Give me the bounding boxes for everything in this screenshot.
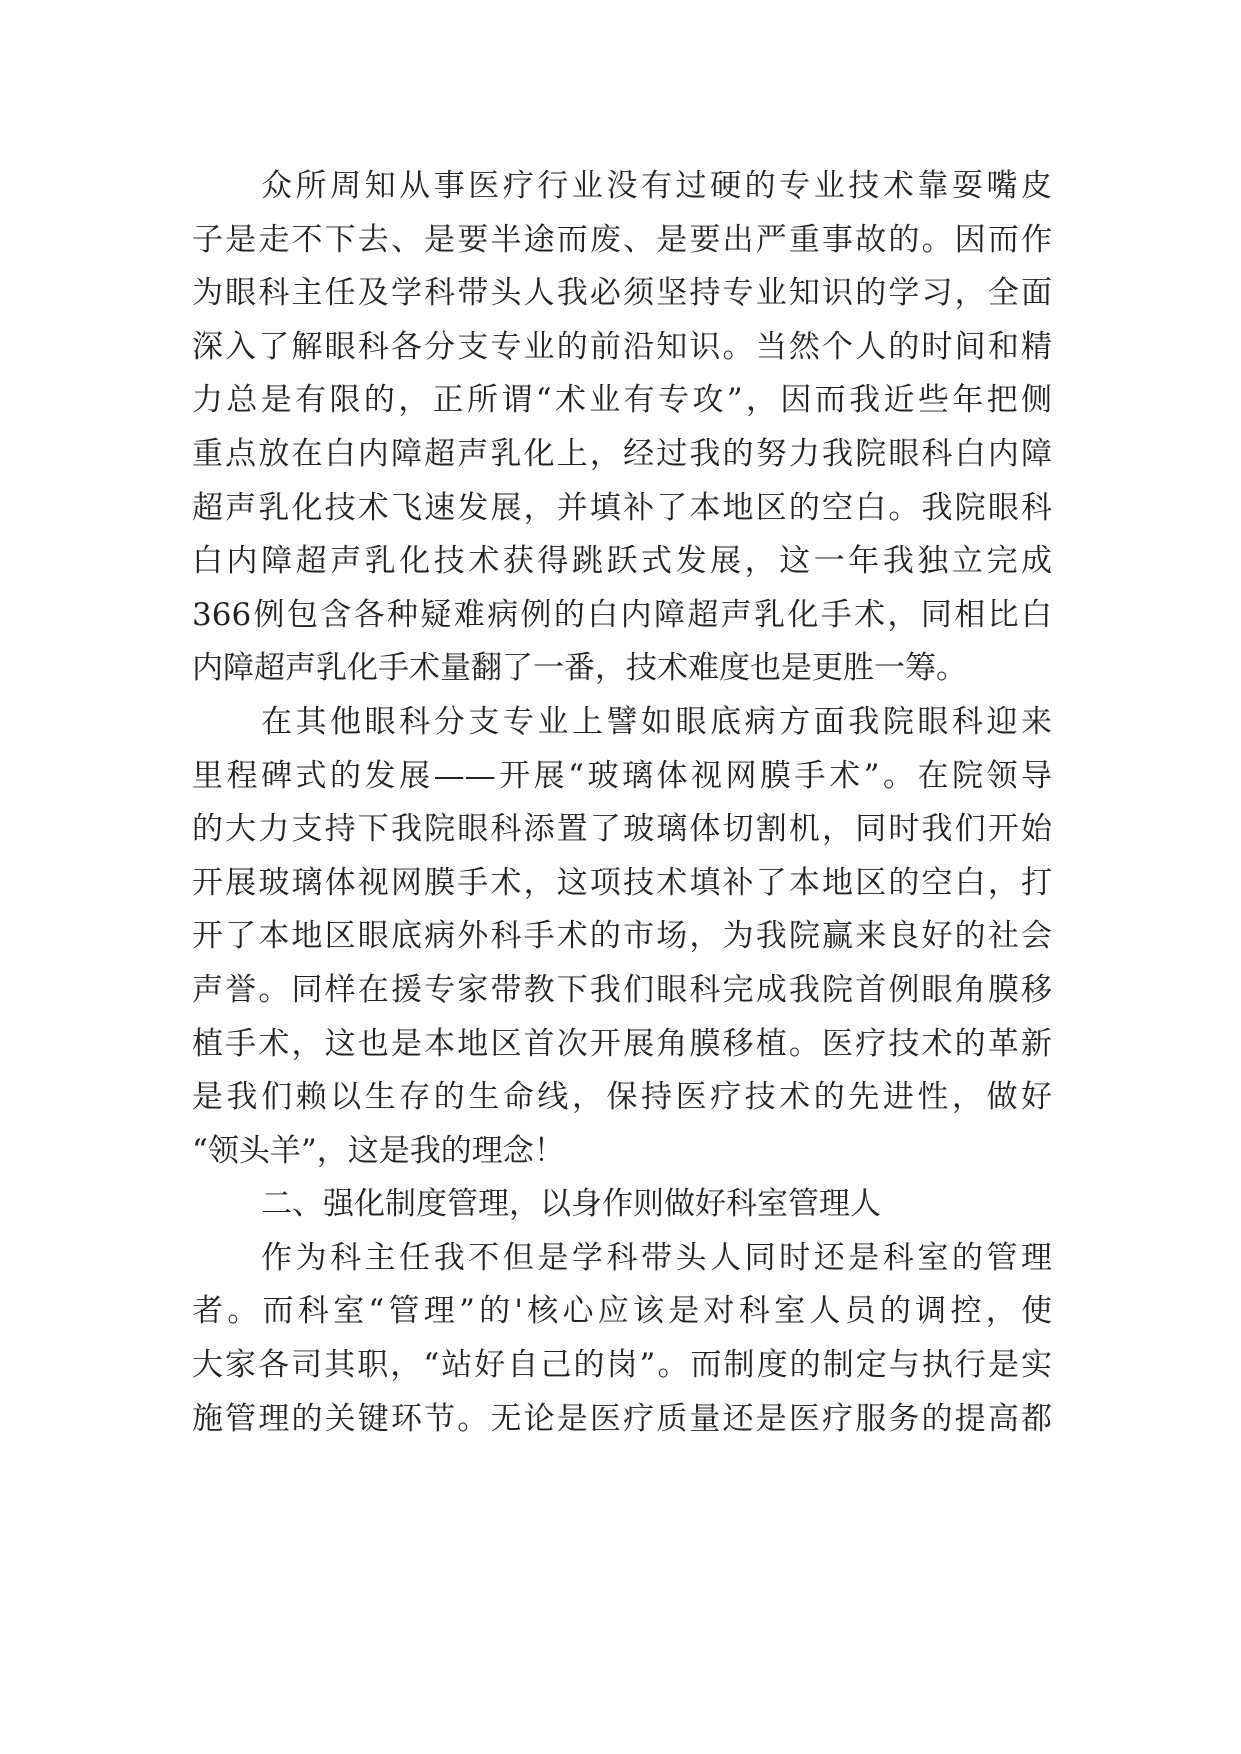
paragraph-2-line-1: 在其他眼科分支专业上譬如眼底病方面我院眼科迎来 xyxy=(261,703,1052,740)
document-body xyxy=(192,160,1052,1446)
paragraph-1-line-8: 白内障超声乳化技术获得跳跃式发展，这一年我独立完成 xyxy=(192,543,1052,580)
paragraph-4-line-2: 者。而科室“管理”的'核心应该是对科室人员的调控，使 xyxy=(192,1293,1052,1330)
paragraph-1-line-1: 众所周知从事医疗行业没有过硬的专业技术靠耍嘴皮 xyxy=(261,168,1052,204)
paragraph-2-line-6: 声誉。同样在援专家带教下我们眼科完成我院首例眼角膜移 xyxy=(192,971,1052,1008)
paragraph-2-line-7: 植手术，这也是本地区首次开展角膜移植。医疗技术的革新 xyxy=(192,1025,1052,1062)
paragraph-1-line-7: 超声乳化技术飞速发展，并填补了本地区的空白。我院眼科 xyxy=(192,489,1052,526)
paragraph-1-line-9: 366例包含各种疑难病例的白内障超声乳化手术，同相比白 xyxy=(192,596,1052,633)
paragraph-1-line-3: 为眼科主任及学科带头人我必须坚持专业知识的学习，全面 xyxy=(192,275,1052,312)
paragraph-2-line-3: 的大力支持下我院眼科添置了玻璃体切割机，同时我们开始 xyxy=(192,811,1052,848)
paragraph-2-line-2: 里程碑式的发展——开展“玻璃体视网膜手术”。在院领导 xyxy=(192,757,1052,794)
paragraph-1-line-10: 内障超声乳化手术量翻了一番，技术难度也是更胜一筹。 xyxy=(192,650,967,687)
paragraph-2-line-9: “领头羊”，这是我的理念！ xyxy=(192,1132,565,1169)
paragraph-4-line-4: 施管理的关键环节。无论是医疗质量还是医疗服务的提高都 xyxy=(192,1400,1052,1437)
paragraph-2-line-4: 开展玻璃体视网膜手术，这项技术填补了本地区的空白，打 xyxy=(192,864,1052,901)
paragraph-1-line-4: 深入了解眼科各分支专业的前沿知识。当然个人的时间和精 xyxy=(192,328,1052,365)
paragraph-2-line-5: 开了本地区眼底病外科手术的市场，为我院赢来良好的社会 xyxy=(192,918,1052,955)
section-heading: 二、强化制度管理，以身作则做好科室管理人 xyxy=(261,1186,881,1223)
paragraph-1-line-2: 子是走不下去、是要半途而废、是要出严重事故的。因而作 xyxy=(192,221,1052,258)
paragraph-2-line-8: 是我们赖以生存的生命线，保持医疗技术的先进性，做好 xyxy=(192,1079,1052,1116)
paragraph-4-line-1: 作为科主任我不但是学科带头人同时还是科室的管理 xyxy=(261,1239,1052,1276)
paragraph-4-line-3: 大家各司其职，“站好自己的岗”。而制度的制定与执行是实 xyxy=(192,1347,1052,1384)
paragraph-1-line-5: 力总是有限的，正所谓“术业有专攻”，因而我近些年把侧 xyxy=(192,382,1052,419)
paragraph-1-line-6: 重点放在白内障超声乳化上，经过我的努力我院眼科白内障 xyxy=(192,435,1052,472)
